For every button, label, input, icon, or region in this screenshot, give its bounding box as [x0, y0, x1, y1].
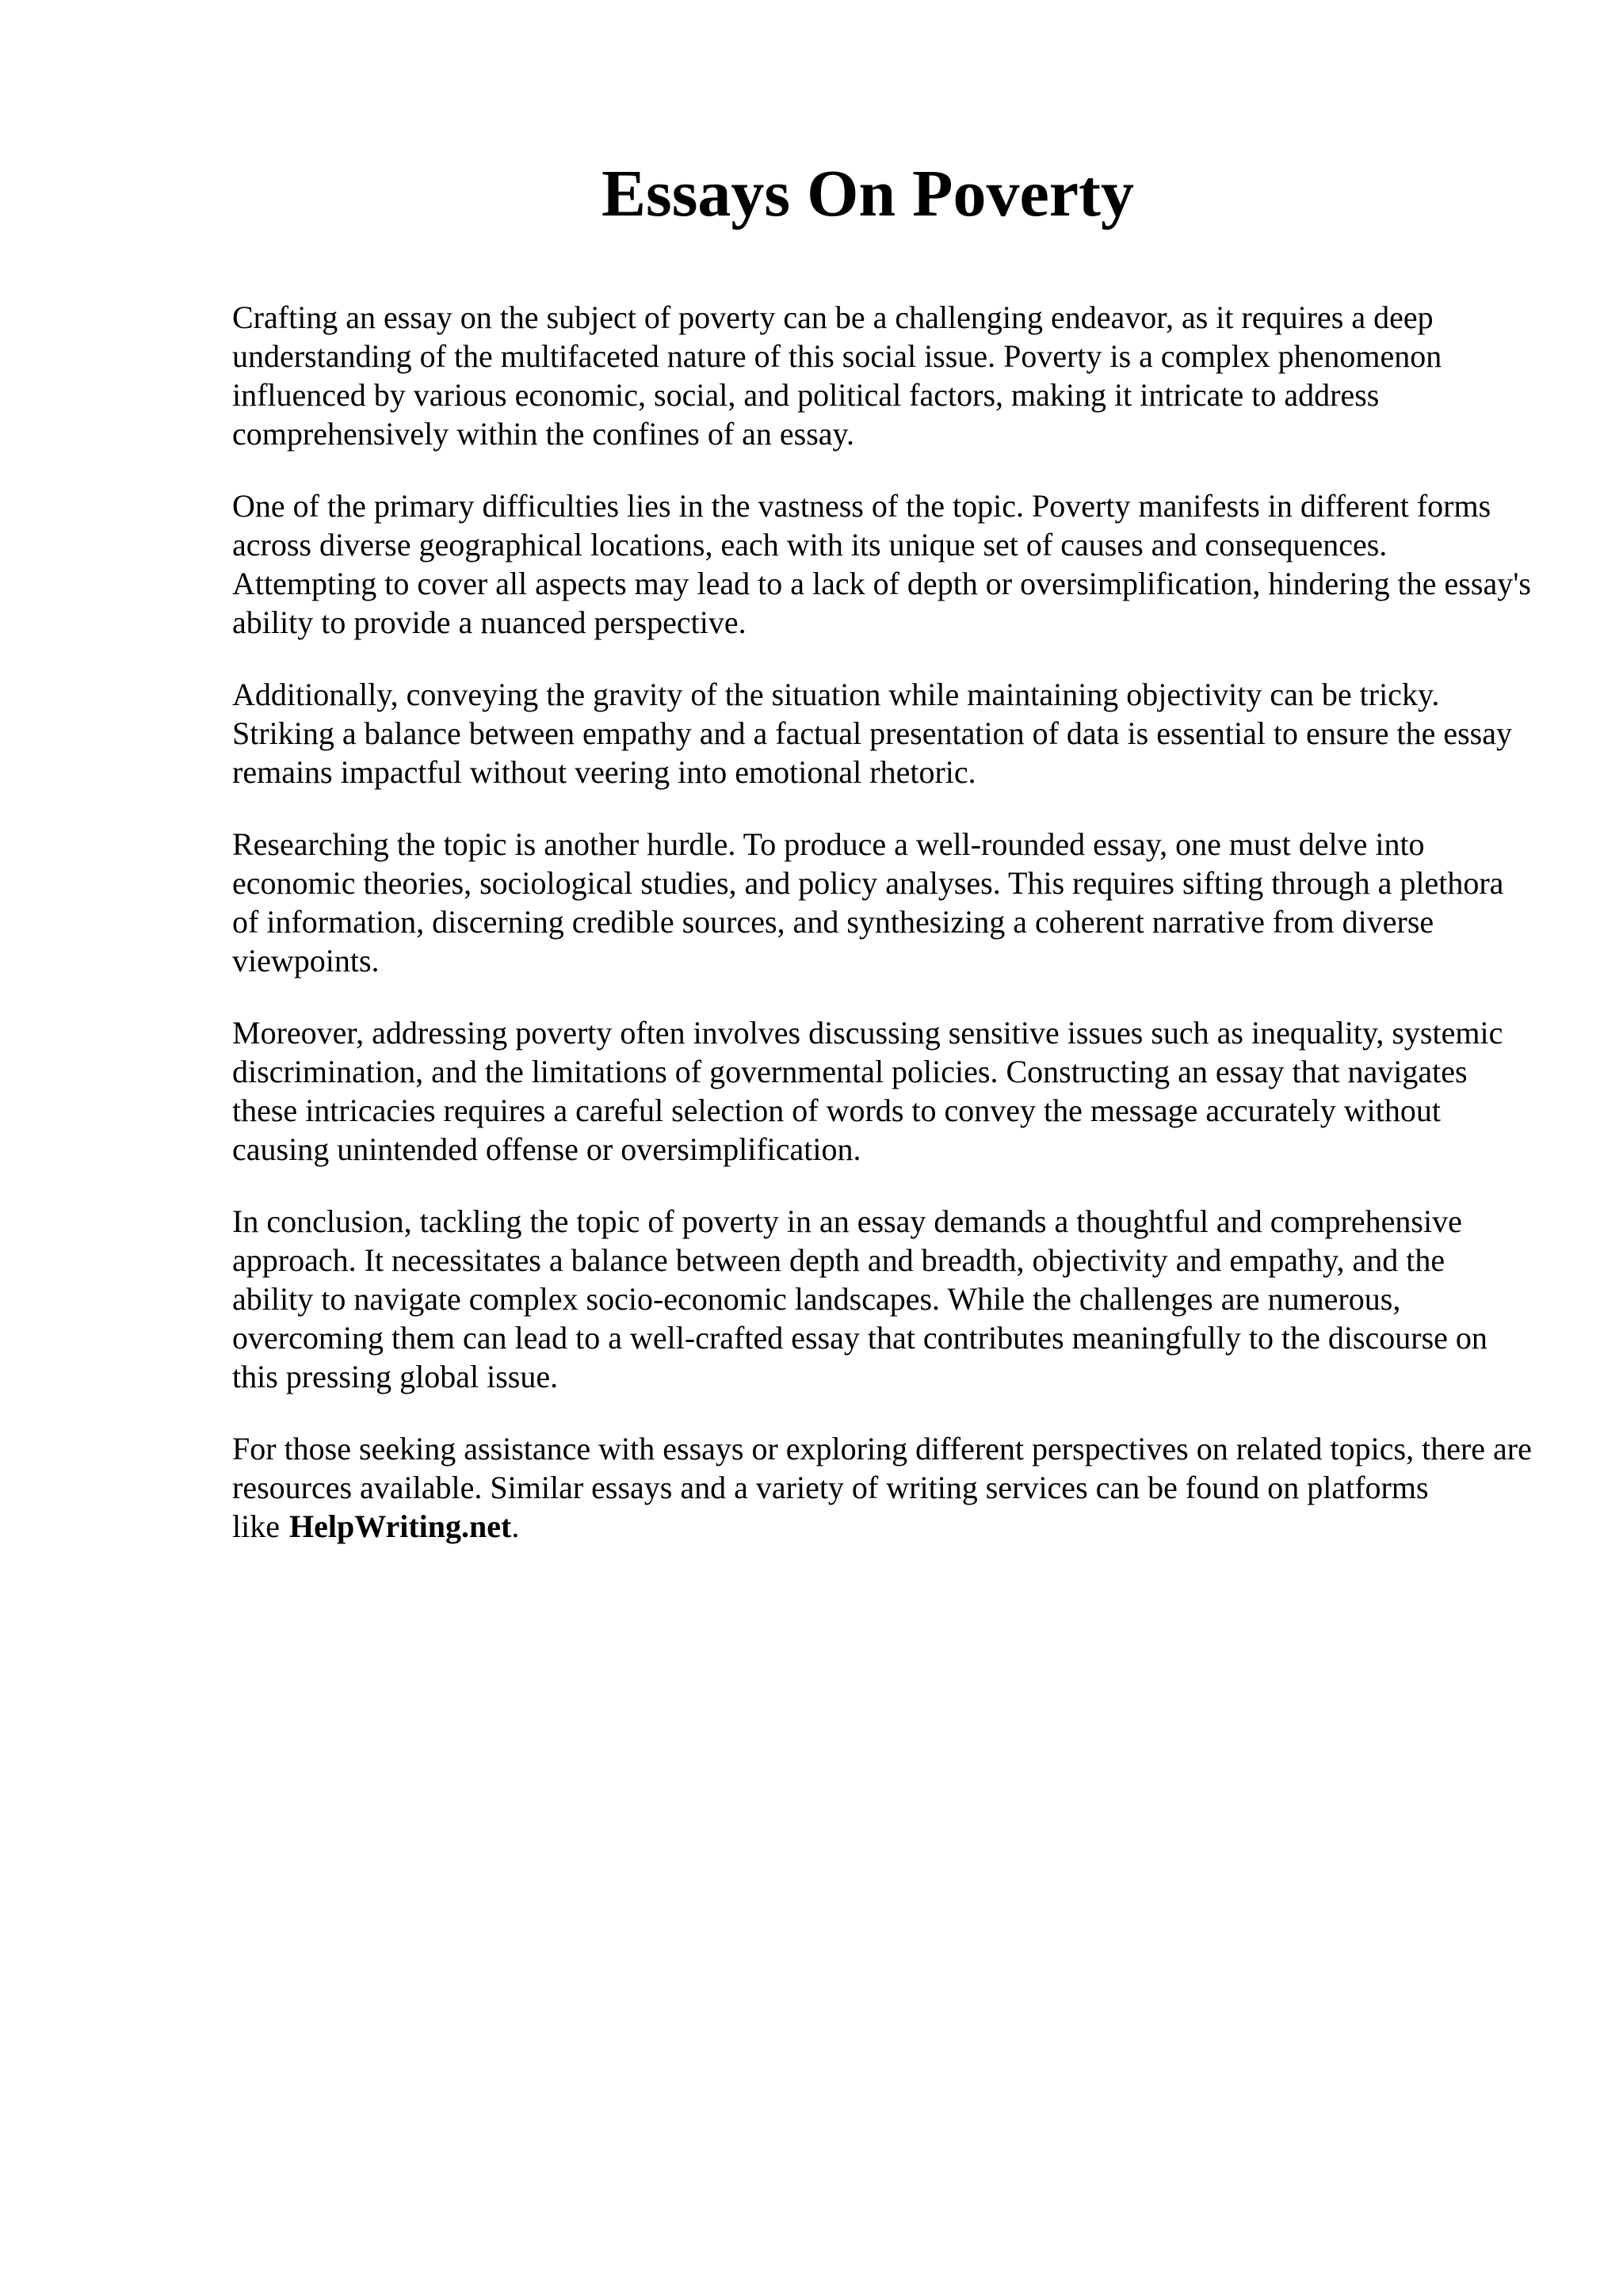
paragraph-conclusion: In conclusion, tackling the topic of poverty in an essay demands a thoughtful and comprehensive approach. It necessitates a balance between depth and breadth, objectivity and empathy, and the ability to navigate complex socio-economic landscapes. While the challenges are numerous, overcoming them can lead to a well-crafted essay that contributes meaningfully to the discourse on this pressing global issue.: [232, 1203, 1487, 1394]
paragraph-closing: [232, 1429, 1532, 1546]
paragraph-sensitive-issues: Moreover, addressing poverty often involves discussing sensitive issues such as inequality, systemic discrimination, and the limitations of governmental policies. Constructing an essay that navigates these intricacies requires a careful selection of words to convey the message accurately without causing unintended offense or oversimplification.: [232, 1015, 1503, 1167]
closing-punctuation: .: [511, 1508, 520, 1544]
paragraph-research: Researching the topic is another hurdle. To produce a well-rounded essay, one must delve into economic theories, sociological studies, and policy analyses. This requires sifting through a plethora of information, discerning credible sources, and synthesizing a coherent narrative from diverse viewpoints.: [232, 826, 1504, 978]
paragraph-intro: Crafting an essay on the subject of poverty can be a challenging endeavor, as it requires a deep understanding of the multifaceted nature of this social issue. Poverty is a complex phenomenon influenced by various economic, social, and political factors, making it intricate to address comprehensively within the confines of an essay.: [232, 299, 1442, 452]
page-title: Essays On Poverty: [601, 157, 1134, 231]
helpwriting-link[interactable]: HelpWriting.net: [288, 1508, 512, 1544]
paragraph-objectivity: Additionally, conveying the gravity of the situation while maintaining objectivity can be tricky. Striking a balance between empathy and a factual presentation of data is essential to ensure the essay remains impactful without veering into emotional rhetoric.: [232, 677, 1512, 790]
closing-text: For those seeking assistance with essays or exploring different perspectives on related topics, there are resources available. Similar essays and a variety of writing services can be found on platforms like: [232, 1431, 1532, 1544]
essay-body: [232, 298, 1532, 1579]
paragraph-difficulties: One of the primary difficulties lies in the vastness of the topic. Poverty manifests in different forms across diverse geographical locations, each with its unique set of causes and consequences. Attempting to cover all aspects may lead to a lack of depth or oversimplification, hindering the essay's ability to provide a nuanced perspective.: [232, 488, 1531, 640]
